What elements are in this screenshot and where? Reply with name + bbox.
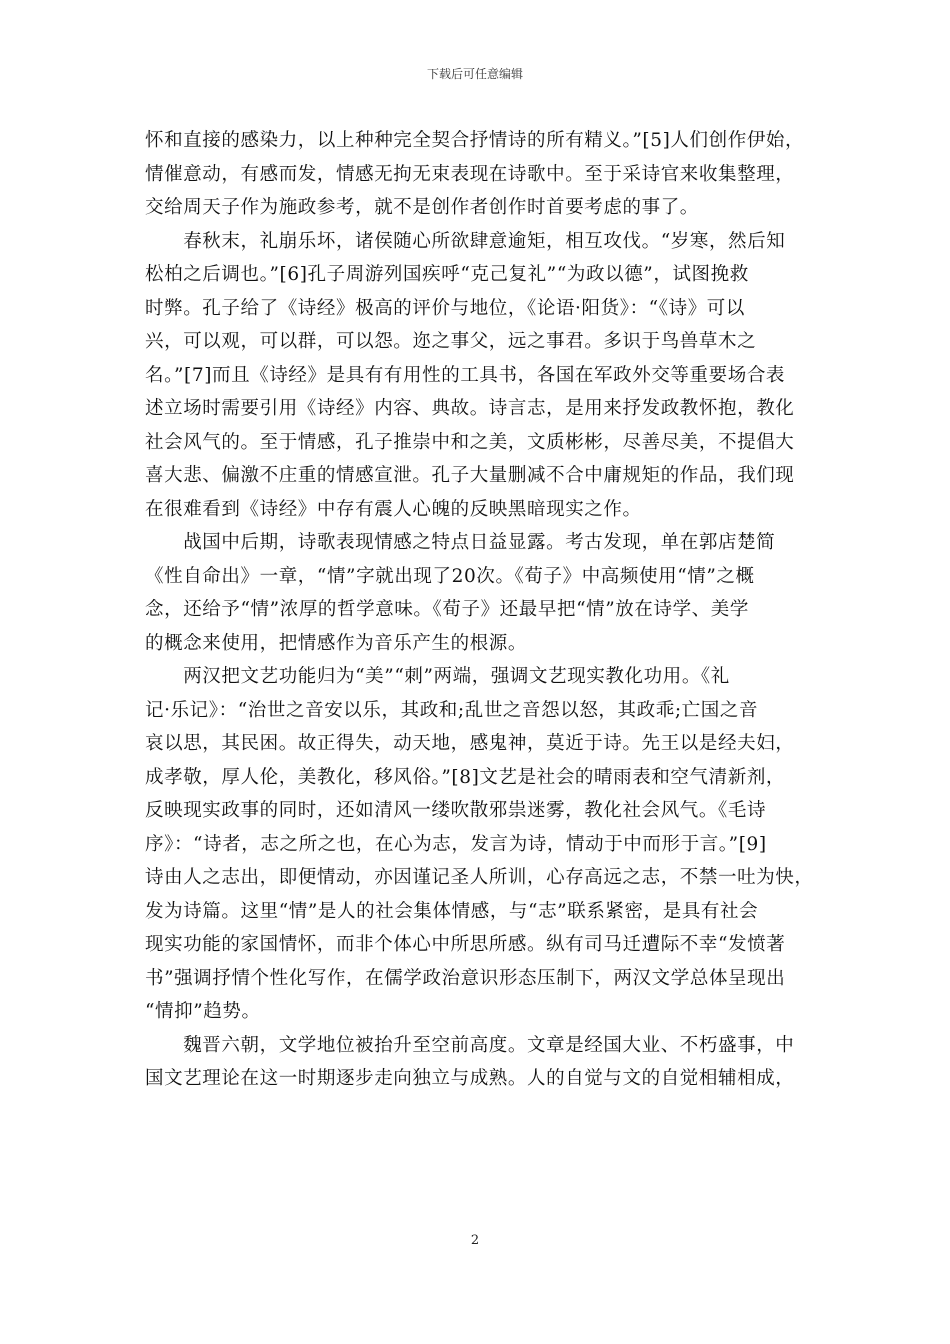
text-line: 反映现实政事的同时，还如清风一缕吹散邪祟迷雾，教化社会风气。《毛诗 [145,800,767,821]
text-line: 魏晋六朝，文学地位被抬升至空前高度。文章是经国大业、不朽盛事，中 [145,1034,795,1056]
text-line: 发为诗篇。这里“情”是人的社会集体情感，与“志”联系紧密，是具有社会 [145,900,759,922]
text-line: 名。”[7]而且《诗经》是具有有用性的工具书，各国在军政外交等重要场合表 [145,364,786,386]
page-number: 2 [470,1233,480,1248]
text-line: 情催意动，有感而发，情感无拘无束表现在诗歌中。至于采诗官来收集整理， [145,163,795,185]
paragraph-1 [145,124,825,225]
paragraph-4 [145,660,825,1029]
text-line: 哀以思，其民困。故正得失，动天地，感鬼神，莫近于诗。先王以是经夫妇， [145,733,795,754]
text-line: 战国中后期，诗歌表现情感之特点日益显露。考古发现，单在郭店楚简 [145,532,776,553]
paragraph-5 [145,1029,825,1096]
text-line: 松柏之后调也。”[6]孔子周游列国疾呼“克己复礼”“为政以德”，试图挽救 [145,264,749,285]
text-line: 春秋末，礼崩乐坏，诸侯随心所欲肆意逾矩，相互攻伐。“岁寒，然后知 [145,230,786,252]
text-line: 《性自命出》一章，“情”字就出现了20次。《荀子》中高频使用“情”之概 [145,565,755,587]
text-line: 述立场时需要引用《诗经》内容、典故。诗言志，是用来抒发政教怀抱，教化 [145,398,795,419]
text-line: 成孝敬，厚人伦，美教化，移风俗。”[8]文艺是社会的晴雨表和空气清新剂， [145,766,786,788]
paragraph-3 [145,526,825,660]
text-line: 念，还给予“情”浓厚的哲学意味。《荀子》还最早把“情”放在诗学、美学 [145,599,749,620]
document-body [145,124,825,1096]
text-line: 现实功能的家国情怀，而非个体心中所思所感。纵有司马迁遭际不幸“发愤著 [145,934,786,955]
text-line: “情抑”趋势。 [145,1001,261,1022]
text-line: 国文艺理论在这一时期逐步走向独立与成熟。人的自觉与文的自觉相辅相成， [145,1068,795,1089]
text-line: 诗由人之志出，即便情动，亦因谨记圣人所训，心存高远之志，不禁一吐为快， [145,867,814,888]
page-header: 下载后可任意编辑 [426,67,523,81]
text-line: 在很难看到《诗经》中存有震人心魄的反映黑暗现实之作。 [145,498,642,520]
text-line: 社会风气的。至于情感，孔子推崇中和之美，文质彬彬，尽善尽美，不提倡大 [145,431,795,453]
text-line: 两汉把文艺功能归为“美”“刺”两端，强调文艺现实教化功用。《礼 [145,666,730,687]
text-line: 喜大悲、偏激不庄重的情感宣泄。孔子大量删减不合中庸规矩的作品，我们现 [145,465,795,486]
paragraph-2 [145,225,825,527]
text-line: 兴，可以观，可以群，可以怨。迩之事父，远之事君。多识于鸟兽草木之 [145,331,757,352]
text-line: 时弊。孔子给了《诗经》极高的评价与地位，《论语·阳货》：“《诗》可以 [145,297,745,319]
text-line: 的概念来使用，把情感作为音乐产生的根源。 [145,632,528,654]
text-line: 记·乐记》：“治世之音安以乐，其政和;乱世之音怨以怒，其政乖;亡国之音 [145,699,759,721]
text-line: 书”强调抒情个性化写作，在儒学政治意识形态压制下，两汉文学总体呈现出 [145,967,786,989]
text-line: 序》：“诗者，志之所之也，在心为志，发言为诗，情动于中而形于言。”[9] [145,833,767,855]
text-line: 交给周天子作为施政参考，就不是创作者创作时首要考虑的事了。 [145,197,699,218]
text-line: 怀和直接的感染力，以上种种完全契合抒情诗的所有精义。”[5]人们创作伊始， [145,130,805,151]
